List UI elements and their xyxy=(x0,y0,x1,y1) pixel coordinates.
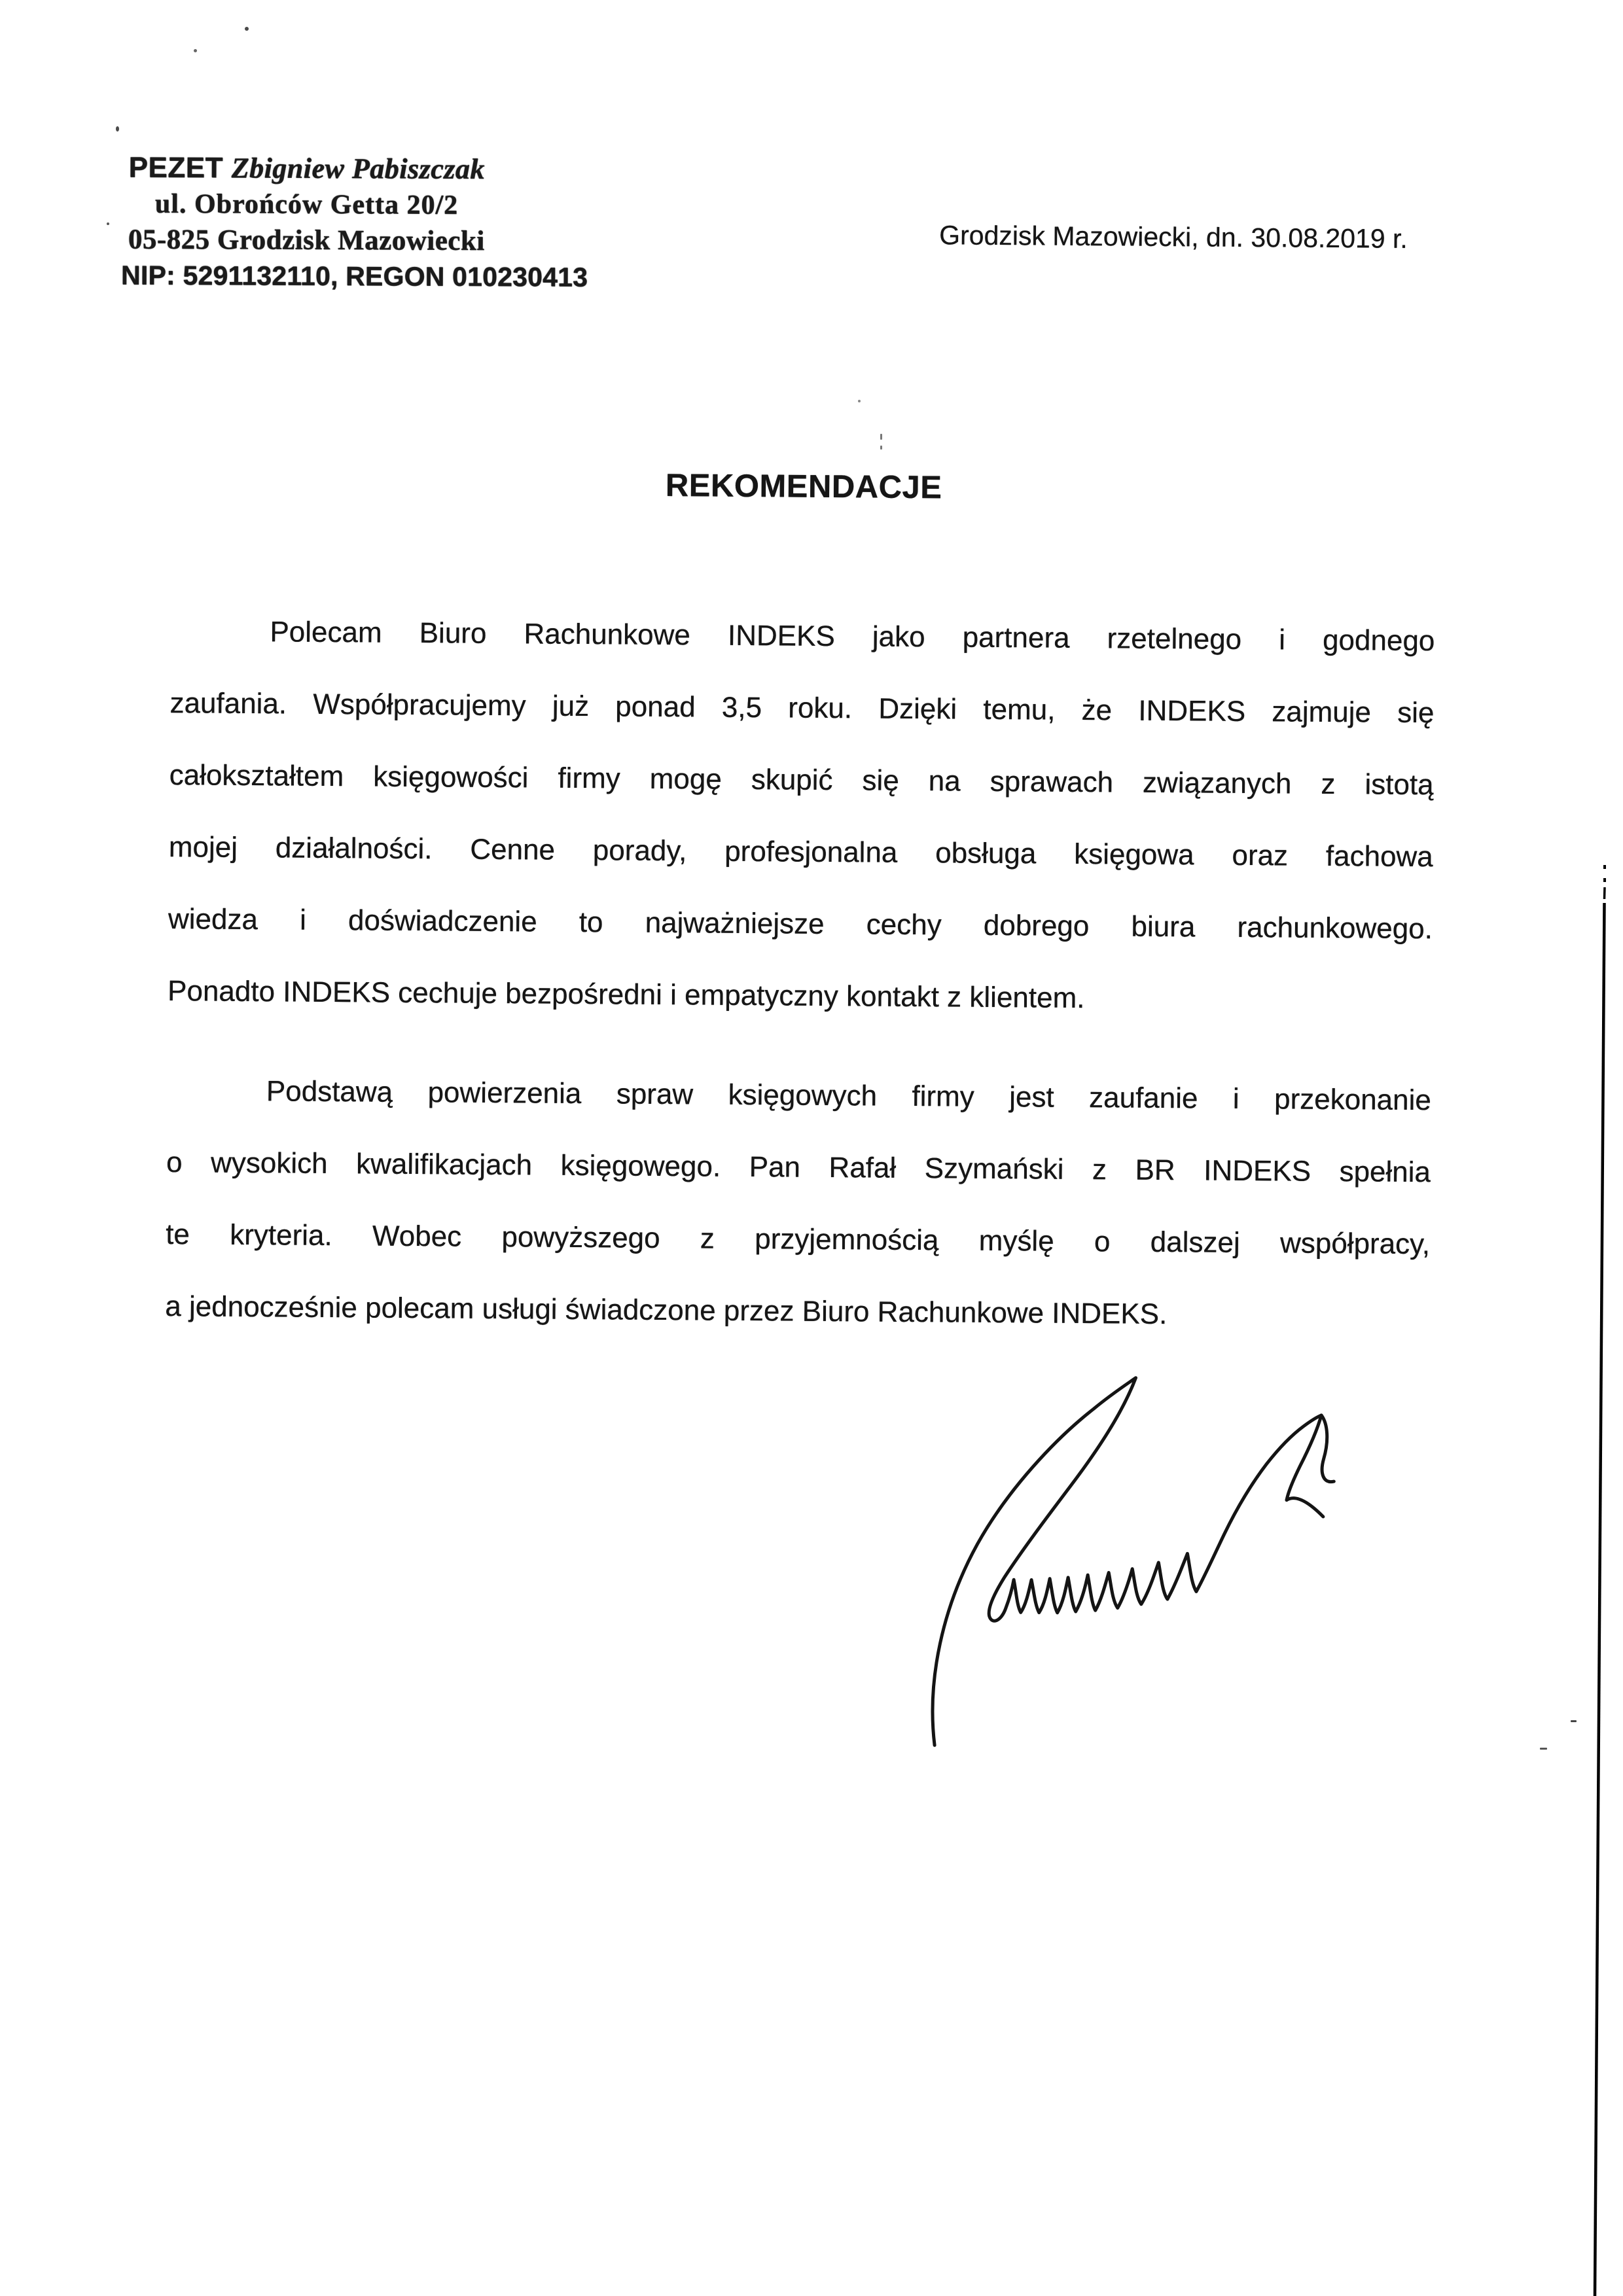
body-line: wiedza i doświadczenie to najważniejsze cechy dobrego biura rachunkowego. xyxy=(168,903,1433,945)
scan-speck xyxy=(107,222,109,225)
body-line: Polecam Biuro Rachunkowe INDEKS jako partnera rzetelnego i godnego xyxy=(270,616,1435,658)
paragraph-2 xyxy=(165,1055,1431,1352)
body-line: a jednocześnie polecam usługi świadczone przez Biuro Rachunkowe INDEKS. xyxy=(165,1290,1168,1331)
body-line: zaufania. Współpracujemy już ponad 3,5 roku. Dzięki temu, że INDEKS zajmuje się xyxy=(169,687,1435,730)
scan-speck xyxy=(1571,1720,1577,1722)
body-line: całokształtem księgowości firmy mogę skupić się na sprawach związanych z istotą xyxy=(169,759,1434,802)
body-line: Podstawą powierzenia spraw księgowych firmy jest zaufanie i przekonanie xyxy=(266,1075,1432,1117)
scan-speck xyxy=(880,446,882,450)
paragraph-1 xyxy=(168,595,1435,1037)
scan-speck xyxy=(1540,1748,1547,1750)
body-line: Ponadto INDEKS cechuje bezpośredni i empatyczny kontakt z klientem. xyxy=(167,975,1085,1015)
stamp-tax-ids: NIP: 5291132110, REGON 010230413 xyxy=(120,260,588,292)
scan-speck xyxy=(880,434,882,440)
body-line: te kryteria. Wobec powyższego z przyjemnością myślę o dalszej współpracy, xyxy=(165,1218,1431,1261)
scan-speck xyxy=(245,27,249,31)
stamp-company-name xyxy=(122,149,492,187)
company-stamp xyxy=(120,149,588,294)
scan-speck xyxy=(194,49,197,52)
body-line: o wysokich kwalifikacjach księgowego. Pan Rafał Szymański z BR INDEKS spełnia xyxy=(166,1146,1431,1189)
scan-speck xyxy=(858,400,861,402)
stamp-street: ul. Obrońców Getta 20/2 xyxy=(154,188,459,221)
letter-body xyxy=(165,595,1435,1352)
document-title: REKOMENDACJE xyxy=(665,468,942,506)
scan-speck xyxy=(116,126,119,132)
body-line: mojej działalności. Cenne porady, profesjonalna obsługa księgowa oraz fachowa xyxy=(168,831,1433,874)
place-and-date: Grodzisk Mazowiecki, dn. 30.08.2019 r. xyxy=(939,220,1408,254)
stamp-brand: PEZET xyxy=(128,151,232,185)
stamp-city: 05-825 Grodzisk Mazowiecki xyxy=(128,224,485,256)
stamp-owner-name: Zbigniew Pabiszczak xyxy=(231,152,485,185)
